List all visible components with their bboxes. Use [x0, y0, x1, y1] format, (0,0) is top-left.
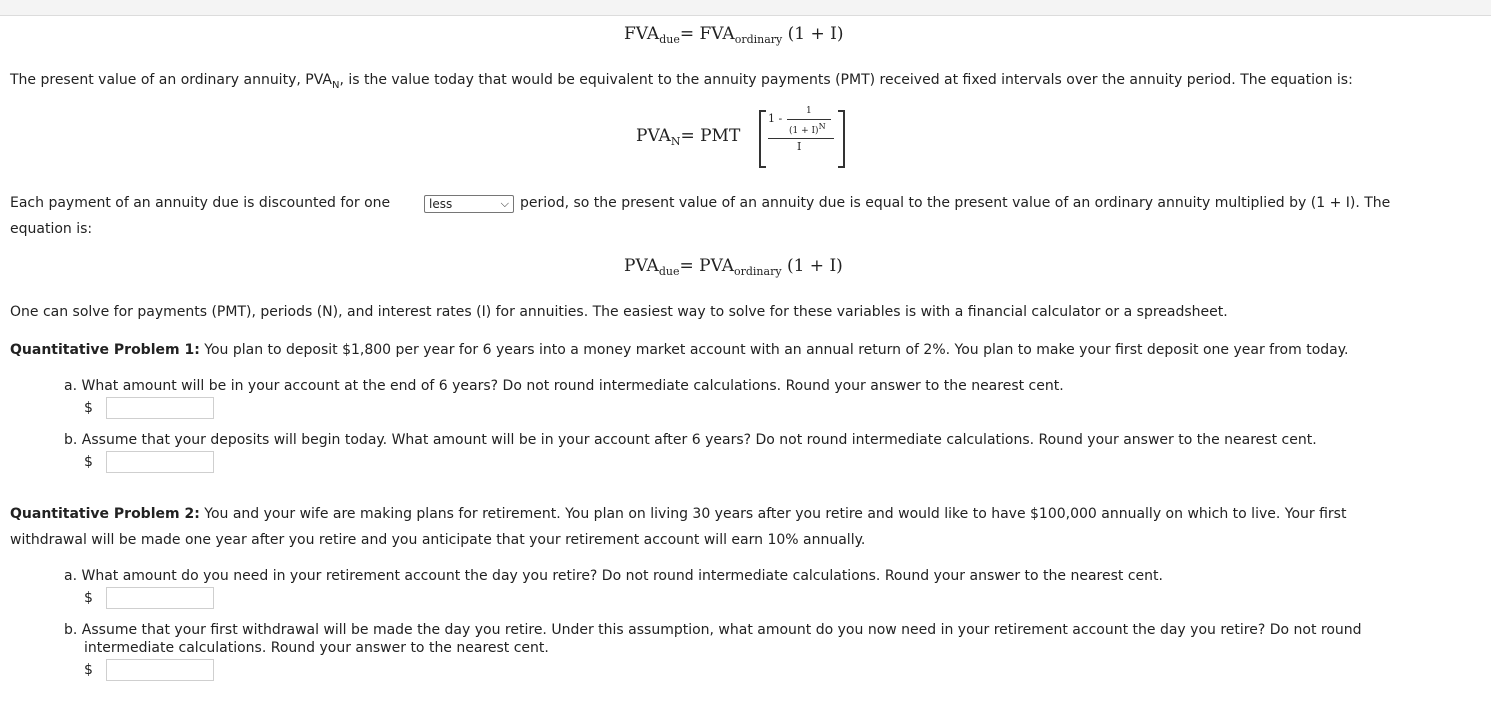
fraction-inner-line — [787, 119, 831, 120]
fraction-denominator: I — [797, 140, 802, 153]
equation-pva: $PVA_N=$ PMT — [636, 126, 741, 148]
problem2-statement: Quantitative Problem 2: You and your wife are making plans for retirement. You plan on living 30 years after you retire and would like to have $100,000 annually on which to live. Your first — [10, 506, 1347, 522]
problem1-statement: Quantitative Problem 1: You plan to deposit $1,800 per year for 6 years into a money market account with an annual return of 2%. You plan to make your first deposit one year from today. — [10, 342, 1349, 358]
top-bar — [0, 0, 1491, 16]
problem1-question-a: a. What amount will be in your account at the end of 6 years? Do not round intermediate calculations. Round your answer to the nearest cent. — [64, 378, 1064, 394]
problem1-answer-b-input[interactable] — [106, 451, 214, 473]
intro-pva-text: The present value of an ordinary annuity, $PVA_N$, is the value today that would be equivalent to the annuity payments (PMT) received at fixed intervals over the annuity period. The equation is: — [10, 72, 1353, 91]
chevron-down-icon: ⌵ — [500, 197, 509, 210]
problem2-answer-a-input[interactable] — [106, 587, 214, 609]
equation-pva-due: $PVA_{due}= PVA_{ordinary}$ (1 + I) — [624, 256, 843, 278]
fraction-one-minus: 1 - — [768, 112, 783, 125]
due-text-before: Each payment of an annuity due is discounted for one — [10, 195, 391, 211]
bracket-right — [838, 110, 845, 168]
problem1-answer-a-input[interactable] — [106, 397, 214, 419]
due-text-line2: equation is: — [10, 221, 93, 237]
due-text-after: period, so the present value of an annuity due is equal to the present value of an ordinary annuity multiplied by (1 + I). The — [520, 195, 1391, 211]
equation-fva-due: $FVA_{due}= FVA_{ordinary}$ (1 + I) — [624, 24, 844, 46]
currency-symbol: $ — [84, 454, 93, 470]
bracket-left — [759, 110, 766, 168]
fraction-num-bot: $(1 + I)^N$ — [789, 122, 826, 136]
fraction-main-line — [768, 138, 834, 139]
problem1-question-b: b. Assume that your deposits will begin today. What amount will be in your account after 6 years? Do not round intermediate calculations. Round your answer to the nearest cent. — [64, 432, 1317, 448]
problem2-question-b-line2: intermediate calculations. Round your answer to the nearest cent. — [84, 640, 549, 656]
problem2-question-b: b. Assume that your first withdrawal will be made the day you retire. Under this assumption, what amount do you now need in your retirement account the day you retire? Do not round — [64, 622, 1362, 638]
fraction-num-top: 1 — [806, 106, 812, 116]
discount-period-select[interactable]: less ⌵ — [424, 195, 514, 213]
solve-text: One can solve for payments (PMT), periods (N), and interest rates (I) for annuities. The easiest way to solve for these variables is with a financial calculator or a spreadsheet. — [10, 304, 1228, 320]
currency-symbol: $ — [84, 662, 93, 678]
currency-symbol: $ — [84, 590, 93, 606]
currency-symbol: $ — [84, 400, 93, 416]
problem2-statement-line2: withdrawal will be made one year after you retire and you anticipate that your retirement account will earn 10% annually. — [10, 532, 866, 548]
problem2-answer-b-input[interactable] — [106, 659, 214, 681]
problem2-question-a: a. What amount do you need in your retirement account the day you retire? Do not round intermediate calculations. Round your answer to the nearest cent. — [64, 568, 1163, 584]
